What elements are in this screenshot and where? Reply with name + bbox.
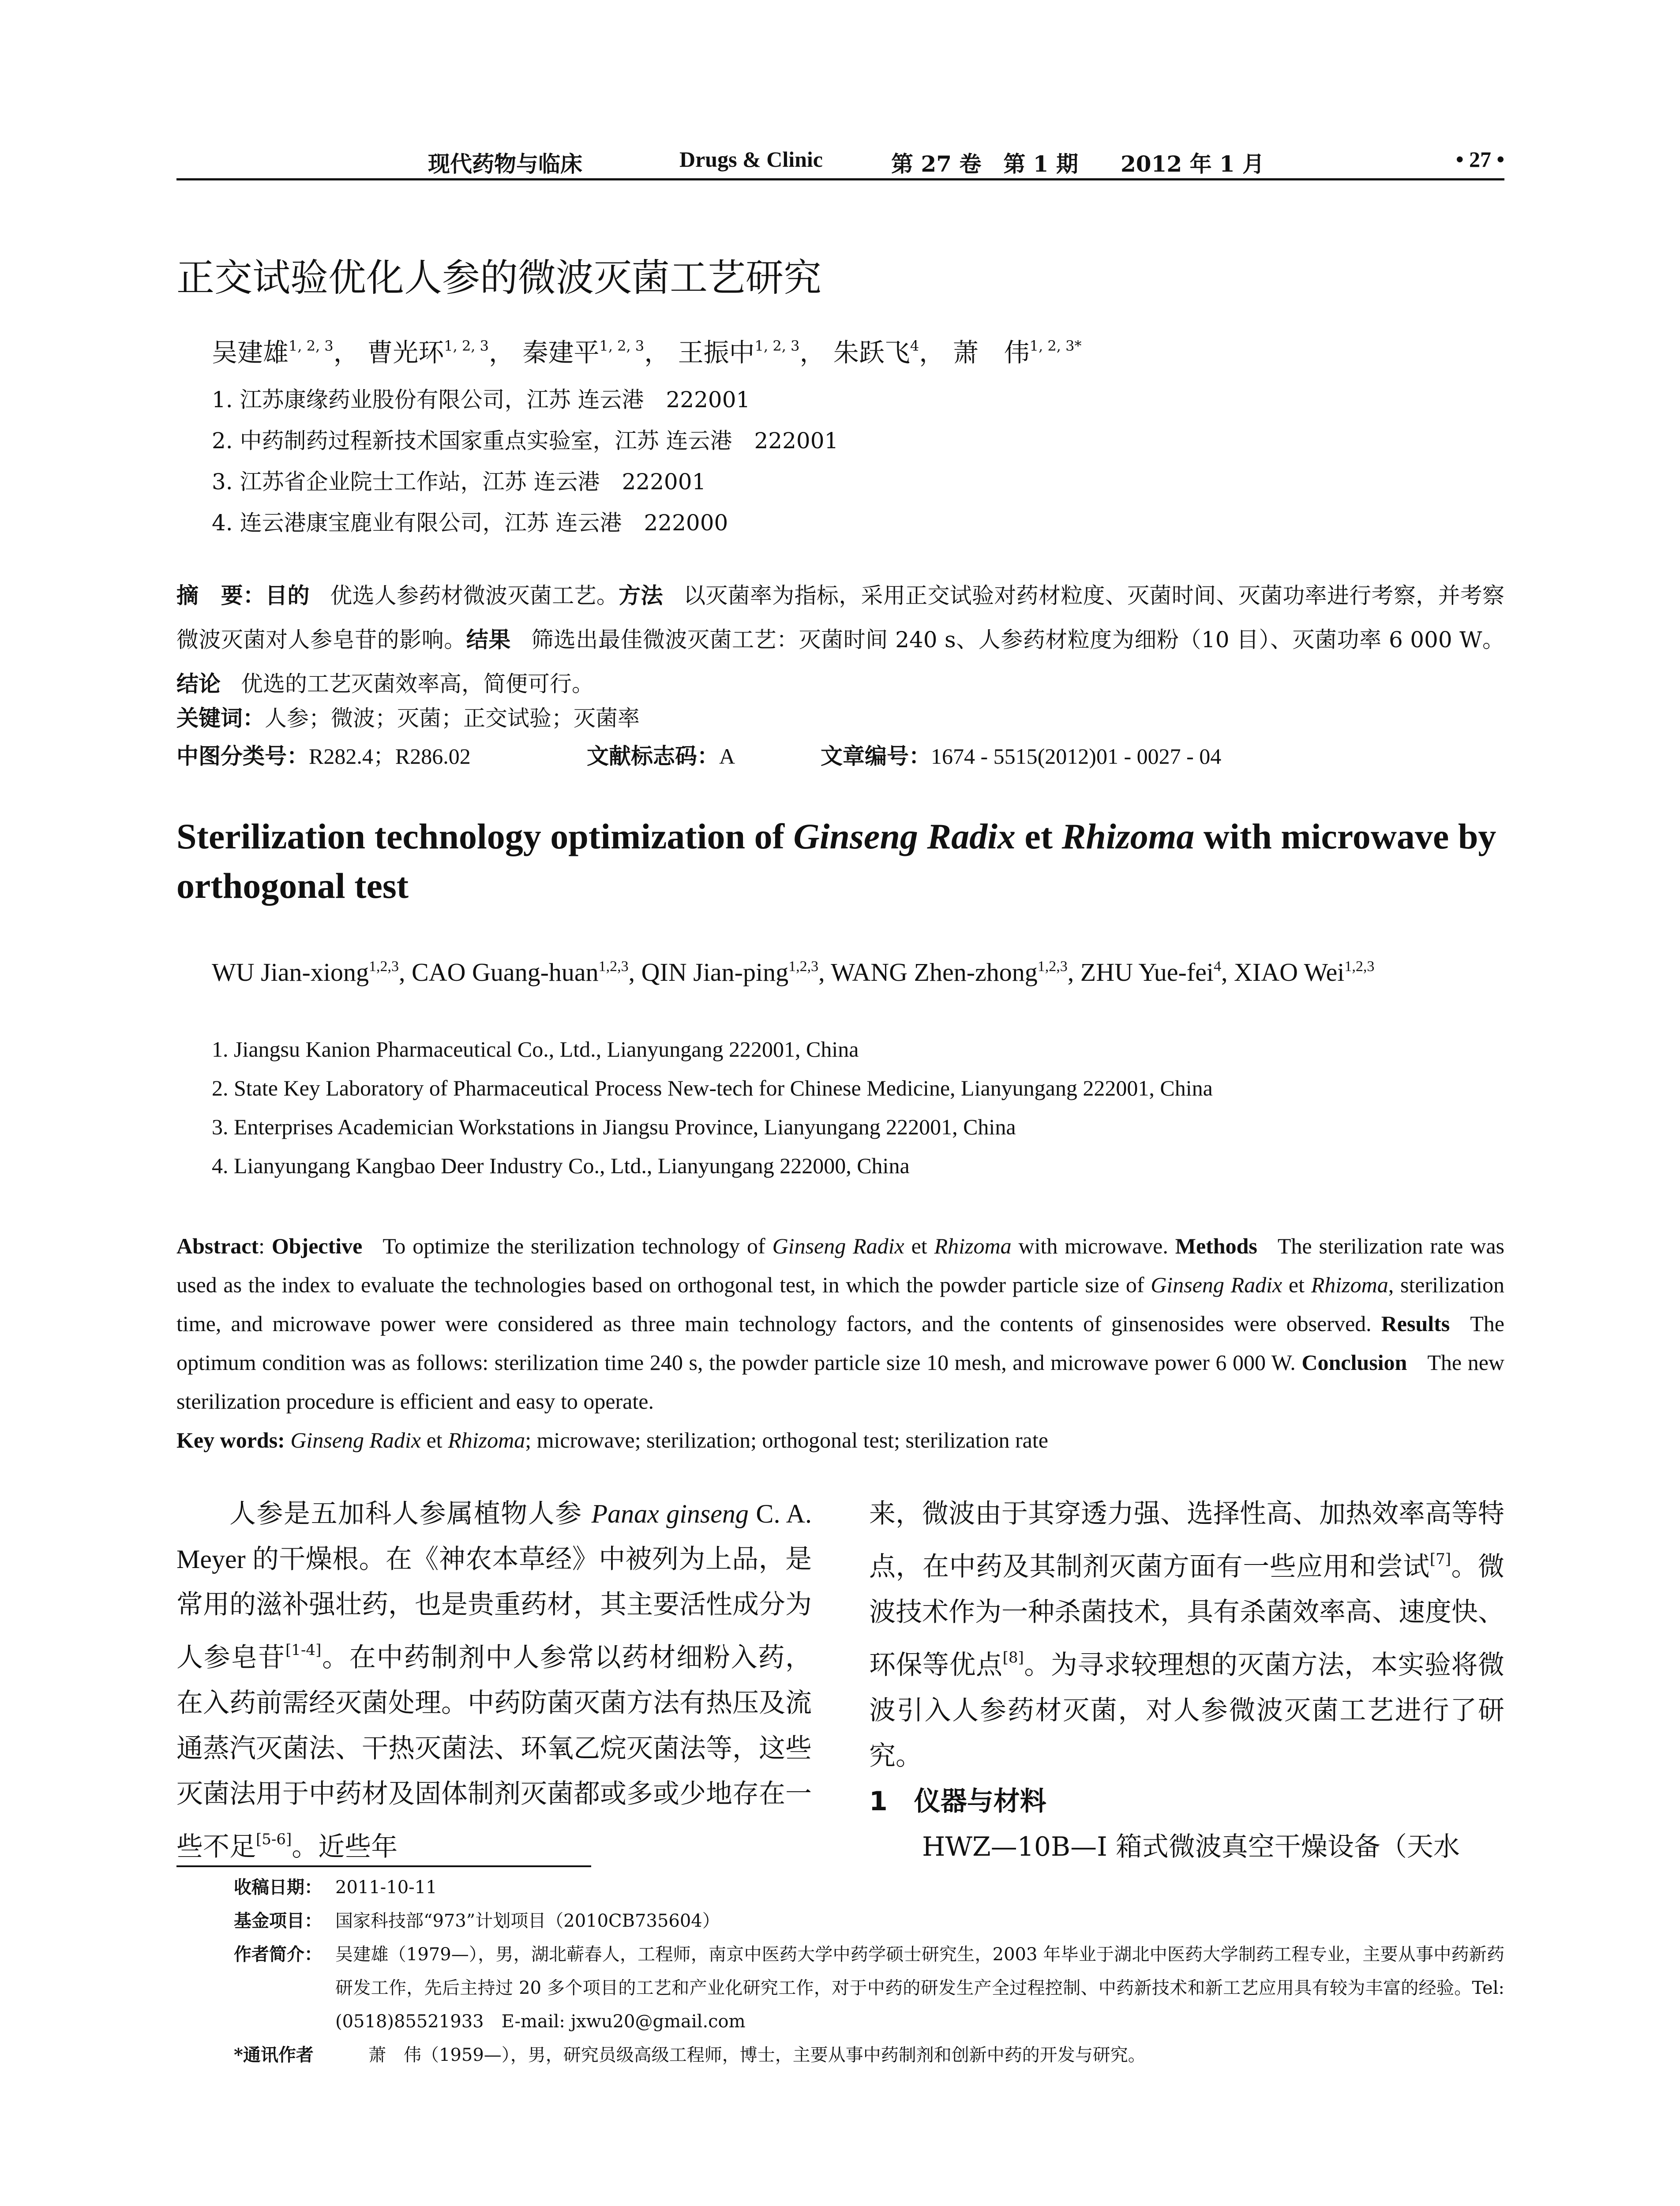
footnote-rule (176, 1865, 591, 1867)
footnote-bio: 作者简介： 吴建雄（1979—），男，湖北蕲春人，工程师，南京中医药大学中药学硕士研究生，2003 年毕业于湖北中医药大学制药工程专业，主要从事中药新药研发工作，先后主持过 20 多个项目的工艺和产业化研究工作，对于中药的研发生产全过程控制、中药新技术和新工艺应用具有较为丰富的经验。Tel: (0518)85521933 E-mail: jxwu20@gmail.com (234, 1944, 1504, 2032)
author-en: WU Jian-xiong (212, 958, 369, 987)
section-heading: 1 仪器与材料 (869, 1786, 1046, 1817)
affiliation-en: 2. State Key Laboratory of Pharmaceutical Process New-tech for Chinese Medicine, Lianyungang 222001, China (212, 1076, 1213, 1100)
affiliations-cn (212, 379, 838, 544)
running-header (176, 140, 1504, 180)
author-en: CAO Guang-huan (412, 958, 599, 987)
page-number: • 27 • (1455, 147, 1504, 172)
footnote-received: 收稿日期： 2011-10-11 (234, 1877, 437, 1898)
authors-cn: 吴建雄$^{1, 2, 3}$， 曹光环$^{1, 2, 3}$， 秦建平$^{1, 2, 3}$， 王振中$^{1, 2, 3}$， 朱跃飞$^4$， 萧 伟$^{1, 2, 3*}$ (212, 338, 1082, 368)
footnote-fund: 基金项目： 国家科技部“973”计划项目（2010CB735604） (234, 1910, 720, 1931)
keywords-cn: 关键词：人参；微波；灭菌；正交试验；灭菌率 (176, 705, 640, 731)
body-column-left (176, 1491, 812, 1870)
author-cn: 吴建雄 (212, 338, 289, 368)
author-en: XIAO Wei (1234, 958, 1345, 987)
volume-issue: 第 27 卷 第 1 期 (891, 151, 1078, 177)
body-column-right (869, 1491, 1504, 1870)
journal-name-cn: 现代药物与临床 (428, 151, 582, 177)
footnote-corresponding: *通讯作者 萧 伟（1959—），男，研究员级高级工程师，博士，主要从事中药制剂和创新中药的开发与研究。 (234, 2045, 1146, 2065)
affiliation-cn: 3. 江苏省企业院士工作站，江苏 连云港 222001 (212, 469, 706, 495)
body-paragraph: HWZ—10B—I 箱式微波真空干燥设备（天水 (922, 1831, 1460, 1862)
affiliation-cn: 1. 江苏康缘药业股份有限公司，江苏 连云港 222001 (212, 387, 750, 413)
affiliation-cn: 4. 连云港康宝鹿业有限公司，江苏 连云港 222000 (212, 510, 728, 536)
author-cn: 王振中 (678, 338, 755, 368)
authors-en: WU Jian-xiong$^{1,2,3}$, CAO Guang-huan$^{1,2,3}$, QIN Jian-ping$^{1,2,3}$, WANG Zhen-zhong$^{1,2,3}$, ZHU Yue-fei$^4$, XIAO Wei$^{1,2,3}$ (212, 958, 1375, 987)
header-rule (176, 178, 1504, 180)
author-cn: 朱跃飞 (833, 338, 910, 368)
author-en: ZHU Yue-fei (1080, 958, 1214, 987)
body-paragraph: 人参是五加科人参属植物人参 Panax ginseng C. A. Meyer 的干燥根。在《神农本草经》中被列为上品，是常用的滋补强壮药，也是贵重药材，其主要活性成分为人参皂苷[1-4]。在中药制剂中人参常以药材细粉入药，在入药前需经灭菌处理。中药防菌灭菌方法有热压及流通蒸汽灭菌法、干热灭菌法、环氧乙烷灭菌法等，这些灭菌法用于中药材及固体制剂灭菌都或多或少地存在一些不足[5-6]。近些年 (176, 1498, 812, 1862)
journal-name-en: Drugs & Clinic (679, 147, 823, 172)
author-cn: 萧 伟 (952, 338, 1030, 368)
issue-date: 2012 年 1 月 (1121, 151, 1265, 177)
abstract-label-en: Abstract (176, 1234, 259, 1258)
affiliation-cn: 2. 中药制药过程新技术国家重点实验室，江苏 连云港 222001 (212, 428, 839, 454)
affiliation-en: 4. Lianyungang Kangbao Deer Industry Co., Ltd., Lianyungang 222000, China (212, 1153, 910, 1178)
affiliation-en: 1. Jiangsu Kanion Pharmaceutical Co., Ltd., Lianyungang 222001, China (212, 1037, 859, 1062)
title-en: Sterilization technology optimization of Ginseng Radix et Rhizoma with microwave by orthogonal test (176, 816, 1496, 906)
abstract-label-cn: 摘 要： (176, 582, 266, 608)
abstract-cn: 摘 要：目的 优选人参药材微波灭菌工艺。方法 以灭菌率为指标，采用正交试验对药材粒度、灭菌时间、灭菌功率进行考察，并考察微波灭菌对人参皂苷的影响。结果 筛选出最佳微波灭菌工艺：灭菌时间 240 s、人参药材粒度为细粉（10 目）、灭菌功率 6 000 W。结论 优选的工艺灭菌效率高，简便可行。 (176, 582, 1505, 697)
article-page: 现代药物与临床 Drugs & Clinic 第 27 卷 第 1 期 2012 年 1 月 • 27 • 正交试验优化人参的微波灭菌工艺研究 吴建雄$^{1, 2, 3}$， 曹光环$^{1, 2, 3}$， 秦建平$^{1, 2, 3}$， 王振中$^{1, 2, 3}$， 朱跃飞$^4$， 萧 伟$^{1, 2, 3*}$ 1. 江苏康缘药业股份有限公司，江苏 连云港 222001 2. 中药制药过程新技术国家重点实验室，江苏 连云港 222001 3. 江苏省企业院士工作站，江苏 连云港 222001 4. 连云港康宝鹿业有限公司，江苏 连云港 222000 摘 要：目的 优选人参药材微波灭菌工艺。方法 以灭菌率为指标，采用正交试验对药材粒度、灭菌时间、灭菌功率进行考察，并考察微波灭菌对人参皂苷的影响。结果 筛选出最佳微波灭菌工艺：灭菌时间 240 s、人参药材粒度为细粉（10 目）、灭菌功率 6 000 W。结论 优选的工艺灭菌效率高，简便可行。 关键词：人参；微波；灭菌；正交试验；灭菌率 中图分类号： R282.4；R286.02 文献标志码： A 文章编号： 1674 - 5515(2012)01 - 0027 - 04 Sterilization technology optimization of Ginseng Radix et Rhizoma with microwave by orthogonal test WU Jian-xiong$^{1,2,3}$, CAO Guang-huan$^{1,2,3}$, QIN Jian-ping$^{1,2,3}$, WANG Zhen-zhong$^{1,2,3}$, ZHU Yue-fei$^4$, XIAO Wei$^{1,2,3}$ 1. Jiangsu Kanion Pharmaceutical Co., Ltd., Lianyungang 222001, China 2. State Key Laboratory of Pharmaceutical Process New-tech for Chinese Medicine, Lianyungang 222001, China 3. Enterprises Academician Workstations in Jiangsu Province, Lianyungang 222001, China 4. Lianyungang Kangbao Deer Industry Co., Ltd., Lianyungang 222000, China Abstract: Objective To optimize the sterilization technology of Ginseng Radix et Rhizoma with microwave. Methods The sterilization rate was used as the index to evaluate the technologies based on orthogonal test, in which the powder particle size of Ginseng Radix et Rhizoma, sterilization time, and microwave power were considered as three main technology factors, and the contents of ginsenosides were observed. Results The optimum condition was as follows: sterilization time 240 s, the powder particle size 10 mesh, and microwave power 6 000 W. Conclusion The new sterilization procedure is efficient and easy to operate. Key words: Ginseng Radix et Rhizoma; microwave; sterilization; orthogonal test; sterilization rate 人参是五加科人参属植物人参 Panax ginseng C. A. Meyer 的干燥根。在《神农本草经》中被列为上品，是常用的滋补强壮药，也是贵重药材，其主要活性成分为人参皂苷[1-4]。在中药制剂中人参常以药材细粉入药，在入药前需经灭菌处理。中药防菌灭菌方法有热压及流通蒸汽灭菌法、干热灭菌法、环氧乙烷灭菌法等，这些灭菌法用于中药材及固体制剂灭菌都或多或少地存在一些不足[5-6]。近些年 来，微波由于其穿透力强、选择性高、加热效率高等特点，在中药及其制剂灭菌方面有一些应用和尝试[7]。微波技术作为一种杀菌技术，具有杀菌效率高、速度快、环保等优点[8]。为寻求较理想的灭菌方法，本实验将微波引入人参药材灭菌，对人参微波灭菌工艺进行了研究。 1 仪器与材料 HWZ—10B—I 箱式微波真空干燥设备（天水 收稿日期： 2011-10-11 基金项目： 国家科技部“973”计划项目（2010CB735604） 作者简介： 吴建雄（1979—），男，湖北蕲春人，工程师，南京中医药大学中药学硕士研究生，2003 年毕业于湖北中医药大学制药工程专业，主要从事中药新药研发工作，先后主持过 20 多个项目的工艺和产业化研究工作，对于中药的研发生产全过程控制、中药新技术和新工艺应用具有较为丰富的经验。Tel: (0518)85521933 E-mail: jxwu20@gmail.com *通讯作者 萧 伟（1959—），男，研究员级高级工程师，博士，主要从事中药制剂和创新中药的开发与研究。 (176, 0, 1504, 2206)
body-paragraph: 来，微波由于其穿透力强、选择性高、加热效率高等特点，在中药及其制剂灭菌方面有一些应用和尝试[7]。微波技术作为一种杀菌技术，具有杀菌效率高、速度快、环保等优点[8]。为寻求较理想的灭菌方法，本实验将微波引入人参药材灭菌，对人参微波灭菌工艺进行了研究。 (869, 1498, 1505, 1771)
abstract-en: Abstract: Objective To optimize the sterilization technology of Ginseng Radix et Rhizoma with microwave. Methods The sterilization rate was used as the index to evaluate the technologies based on orthogonal test, in which the powder particle size of Ginseng Radix et Rhizoma, sterilization time, and microwave power were considered as three main technology factors, and the contents of ginsenosides were observed. Results The optimum condition was as follows: sterilization time 240 s, the powder particle size 10 mesh, and microwave power 6 000 W. Conclusion The new sterilization procedure is efficient and easy to operate. (176, 1234, 1504, 1414)
author-en: WANG Zhen-zhong (831, 958, 1038, 987)
affiliation-en: 3. Enterprises Academician Workstations in Jiangsu Province, Lianyungang 222001, China (212, 1114, 1016, 1139)
author-en: QIN Jian-ping (641, 958, 789, 987)
keywords-en: Key words: Ginseng Radix et Rhizoma; microwave; sterilization; orthogonal test; sterilization rate (176, 1428, 1048, 1452)
author-cn: 秦建平 (522, 338, 600, 368)
author-cn: 曹光环 (367, 338, 444, 368)
title-cn: 正交试验优化人参的微波灭菌工艺研究 (176, 256, 821, 300)
affiliations-en (212, 1030, 1213, 1185)
footnotes (234, 1871, 1504, 2072)
